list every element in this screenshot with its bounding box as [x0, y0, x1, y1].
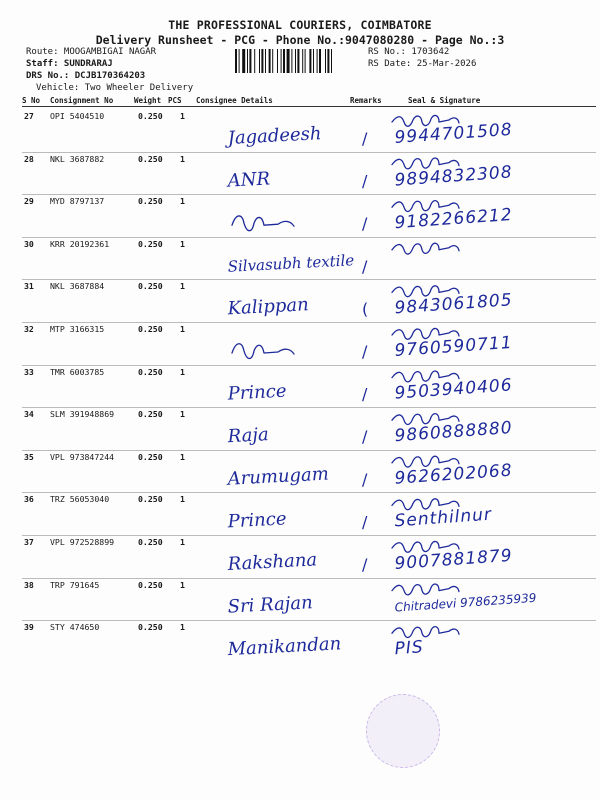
col-seal: Seal & Signature [408, 96, 481, 105]
row-weight: 0.250 [138, 324, 163, 334]
row-sno: 36 [24, 494, 34, 505]
row-pcs: 1 [180, 409, 185, 420]
col-remarks: Remarks [350, 96, 382, 105]
signature-phone: Senthilnur [393, 504, 493, 532]
remarks-tick: / [362, 512, 368, 532]
row-consignment-no: NKL 3687884 [50, 281, 105, 292]
consignee-scribble [232, 344, 294, 359]
remarks-tick: / [362, 214, 368, 234]
signature-phone: 9626202068 [393, 460, 514, 489]
row-sno: 29 [24, 196, 34, 207]
consignee-scribble [232, 216, 294, 231]
row-sno: 28 [24, 153, 34, 164]
row-weight: 0.250 [138, 111, 163, 121]
row-consignment-no: MTP 3166315 [50, 324, 105, 334]
signature-phone: 9760590711 [393, 332, 514, 361]
row-sno: 37 [24, 537, 34, 547]
staff-label: Staff: SUNDRARAJ [26, 59, 113, 69]
drs-number: DRS No.: DCJB170364203 [26, 71, 146, 81]
row-consignment-no: SLM 391948869 [50, 409, 115, 420]
consignee-handwriting: Rakshana [227, 549, 318, 575]
row-consignment-no: TMR 6003785 [50, 366, 105, 377]
row-pcs: 1 [180, 324, 185, 334]
row-consignment-no: VPL 972528899 [50, 537, 115, 547]
row-pcs: 1 [180, 153, 185, 164]
row-sno: 39 [24, 622, 34, 633]
row-weight: 0.250 [138, 153, 163, 164]
row-pcs: 1 [180, 111, 185, 121]
row-weight: 0.250 [138, 579, 163, 590]
company-title: THE PROFESSIONAL COURIERS, COIMBATORE [168, 18, 432, 32]
row-consignment-no: KRR 20192361 [50, 238, 110, 249]
route-label: Route: MOOGAMBIGAI NAGAR [26, 47, 157, 57]
row-weight: 0.250 [138, 238, 163, 249]
row-pcs: 1 [180, 622, 185, 633]
consignee-handwriting: Prince [227, 380, 287, 405]
row-consignment-no: TRP 791645 [50, 579, 100, 590]
row-pcs: 1 [180, 196, 185, 207]
signature-phone: 9944701508 [393, 119, 514, 148]
col-pcs: PCS [168, 96, 182, 105]
row-consignment-no: TRZ 56053040 [50, 494, 110, 505]
signature-phone: 9843061805 [393, 290, 514, 319]
consignee-handwriting: Jagadeesh [227, 123, 322, 149]
consignee-handwriting: Arumugam [227, 463, 330, 490]
row-sno: 27 [24, 111, 34, 121]
remarks-tick: / [362, 256, 368, 276]
row-pcs: 1 [180, 238, 185, 249]
remarks-tick: / [362, 129, 368, 148]
rs-date: RS Date: 25-Mar-2026 [368, 59, 477, 69]
signature-phone: Chitradevi 9786235939 [394, 590, 537, 615]
row-sno: 31 [24, 281, 34, 292]
row-consignment-no: VPL 973847244 [50, 451, 115, 462]
remarks-tick: / [362, 555, 368, 574]
rs-number: RS No.: 1703642 [368, 47, 450, 57]
row-pcs: 1 [180, 366, 185, 377]
signature-phone: 9860888880 [393, 417, 514, 447]
row-weight: 0.250 [138, 366, 163, 377]
signature-scribble [392, 584, 459, 595]
row-pcs: 1 [180, 579, 185, 590]
col-weight: Weight [134, 96, 162, 105]
remarks-tick: / [362, 342, 368, 361]
remarks-tick: / [362, 171, 368, 191]
row-weight: 0.250 [138, 537, 163, 547]
col-sno: S No [22, 96, 41, 105]
row-weight: 0.250 [138, 196, 163, 207]
signature-scribble [392, 243, 459, 254]
row-sno: 38 [24, 579, 34, 590]
row-consignment-no: MYD 8797137 [50, 196, 105, 207]
consignee-handwriting: Kalippan [227, 294, 310, 320]
row-consignment-no: STY 474650 [50, 622, 100, 633]
consignee-handwriting: Manikandan [227, 633, 342, 661]
signature-phone: 9007881879 [393, 545, 514, 574]
row-sno: 30 [24, 238, 34, 249]
signature-phone: 9894832308 [393, 162, 514, 191]
row-sno: 33 [24, 366, 34, 377]
consignee-handwriting: Raja [227, 424, 270, 448]
remarks-tick: / [362, 469, 368, 489]
consignee-handwriting: Prince [227, 508, 287, 533]
row-weight: 0.250 [138, 281, 163, 292]
row-consignment-no: OPI 5404510 [50, 111, 105, 121]
signature-phone: 9182266212 [393, 204, 514, 234]
row-sno: 34 [24, 409, 34, 420]
runsheet-title: Delivery Runsheet - PCG - Phone No.:9047080280 - Page No.:3 [95, 33, 505, 47]
row-weight: 0.250 [138, 622, 163, 633]
remarks-tick: ( [362, 299, 369, 319]
consignee-handwriting: ANR [227, 168, 271, 192]
row-weight: 0.250 [138, 494, 163, 505]
row-sno: 35 [24, 451, 34, 462]
signature-scribble [392, 627, 459, 638]
vehicle-label: Vehicle: Two Wheeler Delivery [36, 83, 194, 93]
signature-phone: PIS [393, 637, 425, 660]
consignee-handwriting: Silvasubh textile [227, 251, 355, 276]
col-consignment: Consignment No [50, 96, 114, 105]
row-pcs: 1 [180, 281, 185, 292]
row-consignment-no: NKL 3687882 [50, 153, 105, 164]
remarks-tick: / [362, 384, 368, 404]
row-weight: 0.250 [138, 451, 163, 462]
col-consignee: Consignee Details [196, 96, 273, 105]
signature-phone: 9503940406 [393, 375, 514, 404]
seal-stamp [366, 694, 440, 768]
row-weight: 0.250 [138, 409, 163, 420]
row-pcs: 1 [180, 537, 185, 547]
row-pcs: 1 [180, 451, 185, 462]
remarks-tick: / [362, 427, 368, 447]
row-pcs: 1 [180, 494, 185, 505]
row-sno: 32 [24, 324, 34, 334]
consignee-handwriting: Sri Rajan [227, 592, 314, 618]
